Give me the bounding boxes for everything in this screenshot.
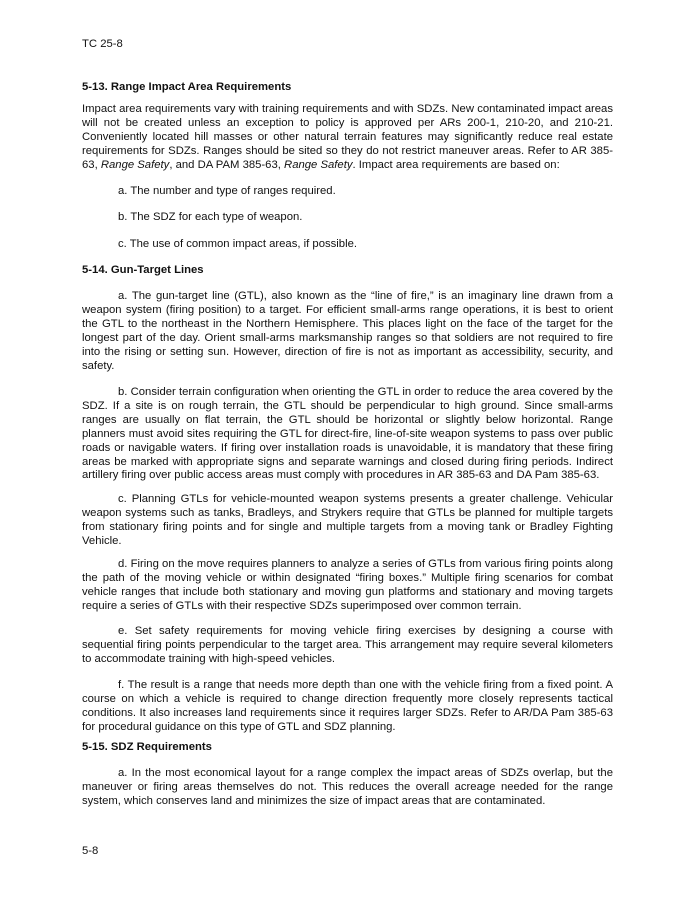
list-item: a. The number and type of ranges required.: [118, 185, 336, 197]
text: . Impact area requirements are based on:: [352, 158, 560, 171]
publication-title: Range Safety: [284, 158, 353, 171]
text: Impact area requirements vary with training requirements and with SDZs. New contaminated impact areas will not be created unless an exception to policy is approved per ARs 200-1, 210-20, and 210-21. Conveniently located hill masses or other natural terrain features may significantly reduce real estate requirements for SDZs. Ranges should be sited so they do not restrict maneuver areas. Refer to AR 385-63,: [82, 103, 613, 171]
section-heading-5-14: 5-14. Gun-Target Lines: [82, 264, 204, 276]
page-number: 5-8: [82, 845, 99, 857]
text: , and DA PAM 385-63,: [169, 158, 285, 171]
paragraph: d. Firing on the move requires planners to analyze a series of GTLs from various firing points along the path of the moving vehicle or within designated “firing boxes.” Multiple firing scenarios for combat vehicle ranges that include both stationary and moving gun platforms and stationary and moving targets require a series of GTLs with their respective SDZs superimposed over common terrain.: [82, 558, 613, 612]
publication-title: Range Safety: [100, 158, 170, 171]
paragraph: a. The gun-target line (GTL), also known as the “line of fire,” is an imaginary line drawn from a weapon system (firing position) to a target. For efficient small-arms range operations, it is best to orient the GTL to the northeast in the Northern Hemisphere. This places light on the face of the target for the longest part of the day. Orient small-arms marksmanship ranges so that soldiers are not required to fire into the rising or setting sun. However, direction of fire is not as important as accessibility, security, and safety.: [82, 290, 613, 372]
paragraph: a. In the most economical layout for a range complex the impact areas of SDZs overlap, but the maneuver or firing areas themselves do not. This reduces the overall acreage needed for the range system, which conserves land and minimizes the size of impact areas that are contaminated.: [82, 767, 613, 807]
list-item: c. The use of common impact areas, if possible.: [118, 238, 358, 250]
paragraph-5-13-intro: [82, 103, 613, 173]
paragraph: b. Consider terrain configuration when orienting the GTL in order to reduce the area covered by the SDZ. If a site is on rough terrain, the GTL should be perpendicular to high ground. Since small-arms ranges are usually on flat terrain, the GTL should be horizontal or slightly below horizontal. Range planners must avoid sites requiring the GTL for direct-fire, line-of-site weapon systems to pass over public roads or navigable waters. If firing over installation roads is unavoidable, it is mandatory that these firing areas be marked with appropriate signs and separate warnings and closed during firing periods. Indirect artillery firing over public access areas must comply with procedures in AR 385-63 and DA Pam 385-63.: [82, 386, 613, 482]
section-heading-5-13: 5-13. Range Impact Area Requirements: [82, 81, 292, 93]
section-heading-5-15: 5-15. SDZ Requirements: [82, 741, 212, 753]
paragraph: c. Planning GTLs for vehicle-mounted weapon systems presents a greater challenge. Vehicular weapon systems such as tanks, Bradleys, and Strykers require that GTLs be planned for multiple targets from stationary firing points and for single and multiple targets from a moving tank or Bradley Fighting Vehicle.: [82, 493, 613, 547]
list-item: b. The SDZ for each type of weapon.: [118, 211, 303, 223]
paragraph: e. Set safety requirements for moving vehicle firing exercises by designing a course with sequential firing points perpendicular to the target area. This arrangement may require several kilometers to accommodate training with high-speed vehicles.: [82, 625, 613, 665]
page-header: TC 25-8: [82, 38, 123, 50]
paragraph: f. The result is a range that needs more depth than one with the vehicle firing from a fixed point. A course on which a vehicle is required to change direction frequently more closely represents tactical conditions. It also increases land requirements since it requires larger SDZs. Refer to AR/DA Pam 385-63 for procedural guidance on this type of GTL and SDZ planning.: [82, 679, 613, 733]
